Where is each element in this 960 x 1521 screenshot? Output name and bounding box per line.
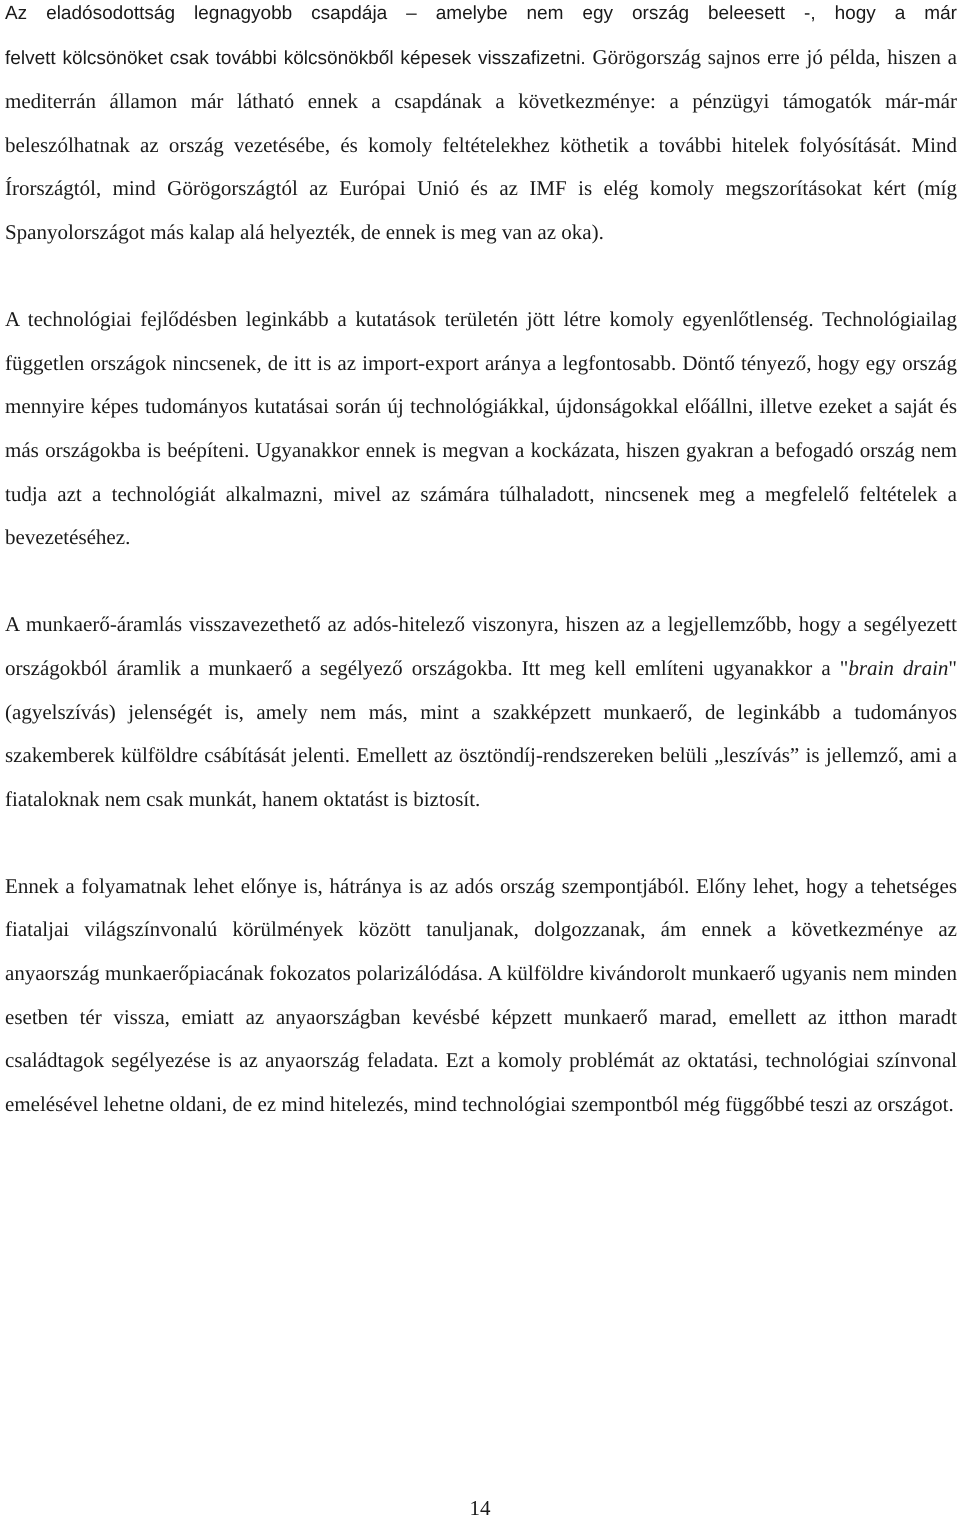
paragraph-labour-migration-text-after: " (agyelszívás) jelenségét is, amely nem más, mint a szakképzett munkaerő, de leginkább a tudományos szakemberek külföldre csábítását jelenti. Emellett az ösztöndíj-rendszereken belüli „leszívás” is jellemző, ami a fiataloknak nem csak munkát, hanem oktatást is biztosít. — [5, 655, 957, 811]
paragraph-technology: A technológiai fejlődésben leginkább a kutatások területén jött létre komoly egyenlőtlenség. Technológiailag független országok nincsenek, de itt is az import-export aránya a legfontosabb. Döntő tényező, hogy egy ország mennyire képes tudományos kutatásai során új technológiákkal, újdonságokkal előállni, illetve ezeket a saját és más országokba is beépíteni. Ugyanakkor ennek is megvan a kockázata, hiszen gyakran a befogadó ország nem tudja azt a technológiát alkalmazni, mivel az számára túlhaladott, nincsenek meg a megfelelő feltételek a bevezetéséhez. — [5, 307, 957, 550]
page-number: 14 — [469, 1496, 491, 1520]
brain-drain-term: brain drain — [848, 655, 949, 680]
paragraph-labour-migration — [5, 603, 957, 821]
paragraph-labour-migration-text-before: A munkaerő-áramlás visszavezethető az adós-hitelező viszonyra, hiszen az a legjellemzőbb, hogy a segélyezett országokból áramlik a munkaerő a segélyező országokba. Itt meg kell említeni ugyanakkor a " — [5, 612, 957, 680]
body-text — [5, 0, 957, 1170]
paragraph-debt-trap-serif-text: Görögország sajnos erre jó példa, hiszen a mediterrán államon már látható ennek a csapdának a következménye: a pénzügyi támogatók már-már beleszólhatnak az ország vezetésébe, és komoly feltételekhez köthetik a további hitelek folyósítását. Mind Írországtól, mind Görögországtól az Európai Unió és az IMF is elég komoly megszorításokat kért (míg Spanyolországot más kalap alá helyezték, de ennek is meg van az oka). — [5, 44, 957, 244]
paragraph-advantages-disadvantages: Ennek a folyamatnak lehet előnye is, hátránya is az adós ország szempontjából. Előny lehet, hogy a tehetséges fiataljai világszínvonalú körülmények között tanuljanak, dolgozzanak, ám ennek a következménye az anyaország munkaerőpiacának fokozatos polarizálódása. A külföldre kivándorolt munkaerő ugyanis nem minden esetben tér vissza, emiatt az anyaországban kevésbé képzett munkaerő marad, emellett az itthon maradt családtagok segélyezése is az anyaország feladata. Ezt a komoly problémát az oktatási, technológiai színvonal emelésével lehetne oldani, de ez mind hitelezés, mind technológiai szempontból még függőbbé teszi az országot. — [5, 873, 957, 1116]
paragraph-debt-trap — [5, 0, 957, 255]
paragraph-debt-trap-sans-line-1: Az eladósodottság legnagyobb csapdája – amelybe nem egy ország beleesett -, hogy a már — [5, 3, 957, 24]
paragraph-debt-trap-sans-line-2: felvett kölcsönöket csak további kölcsönökből képesek visszafizetni. — [5, 47, 586, 69]
